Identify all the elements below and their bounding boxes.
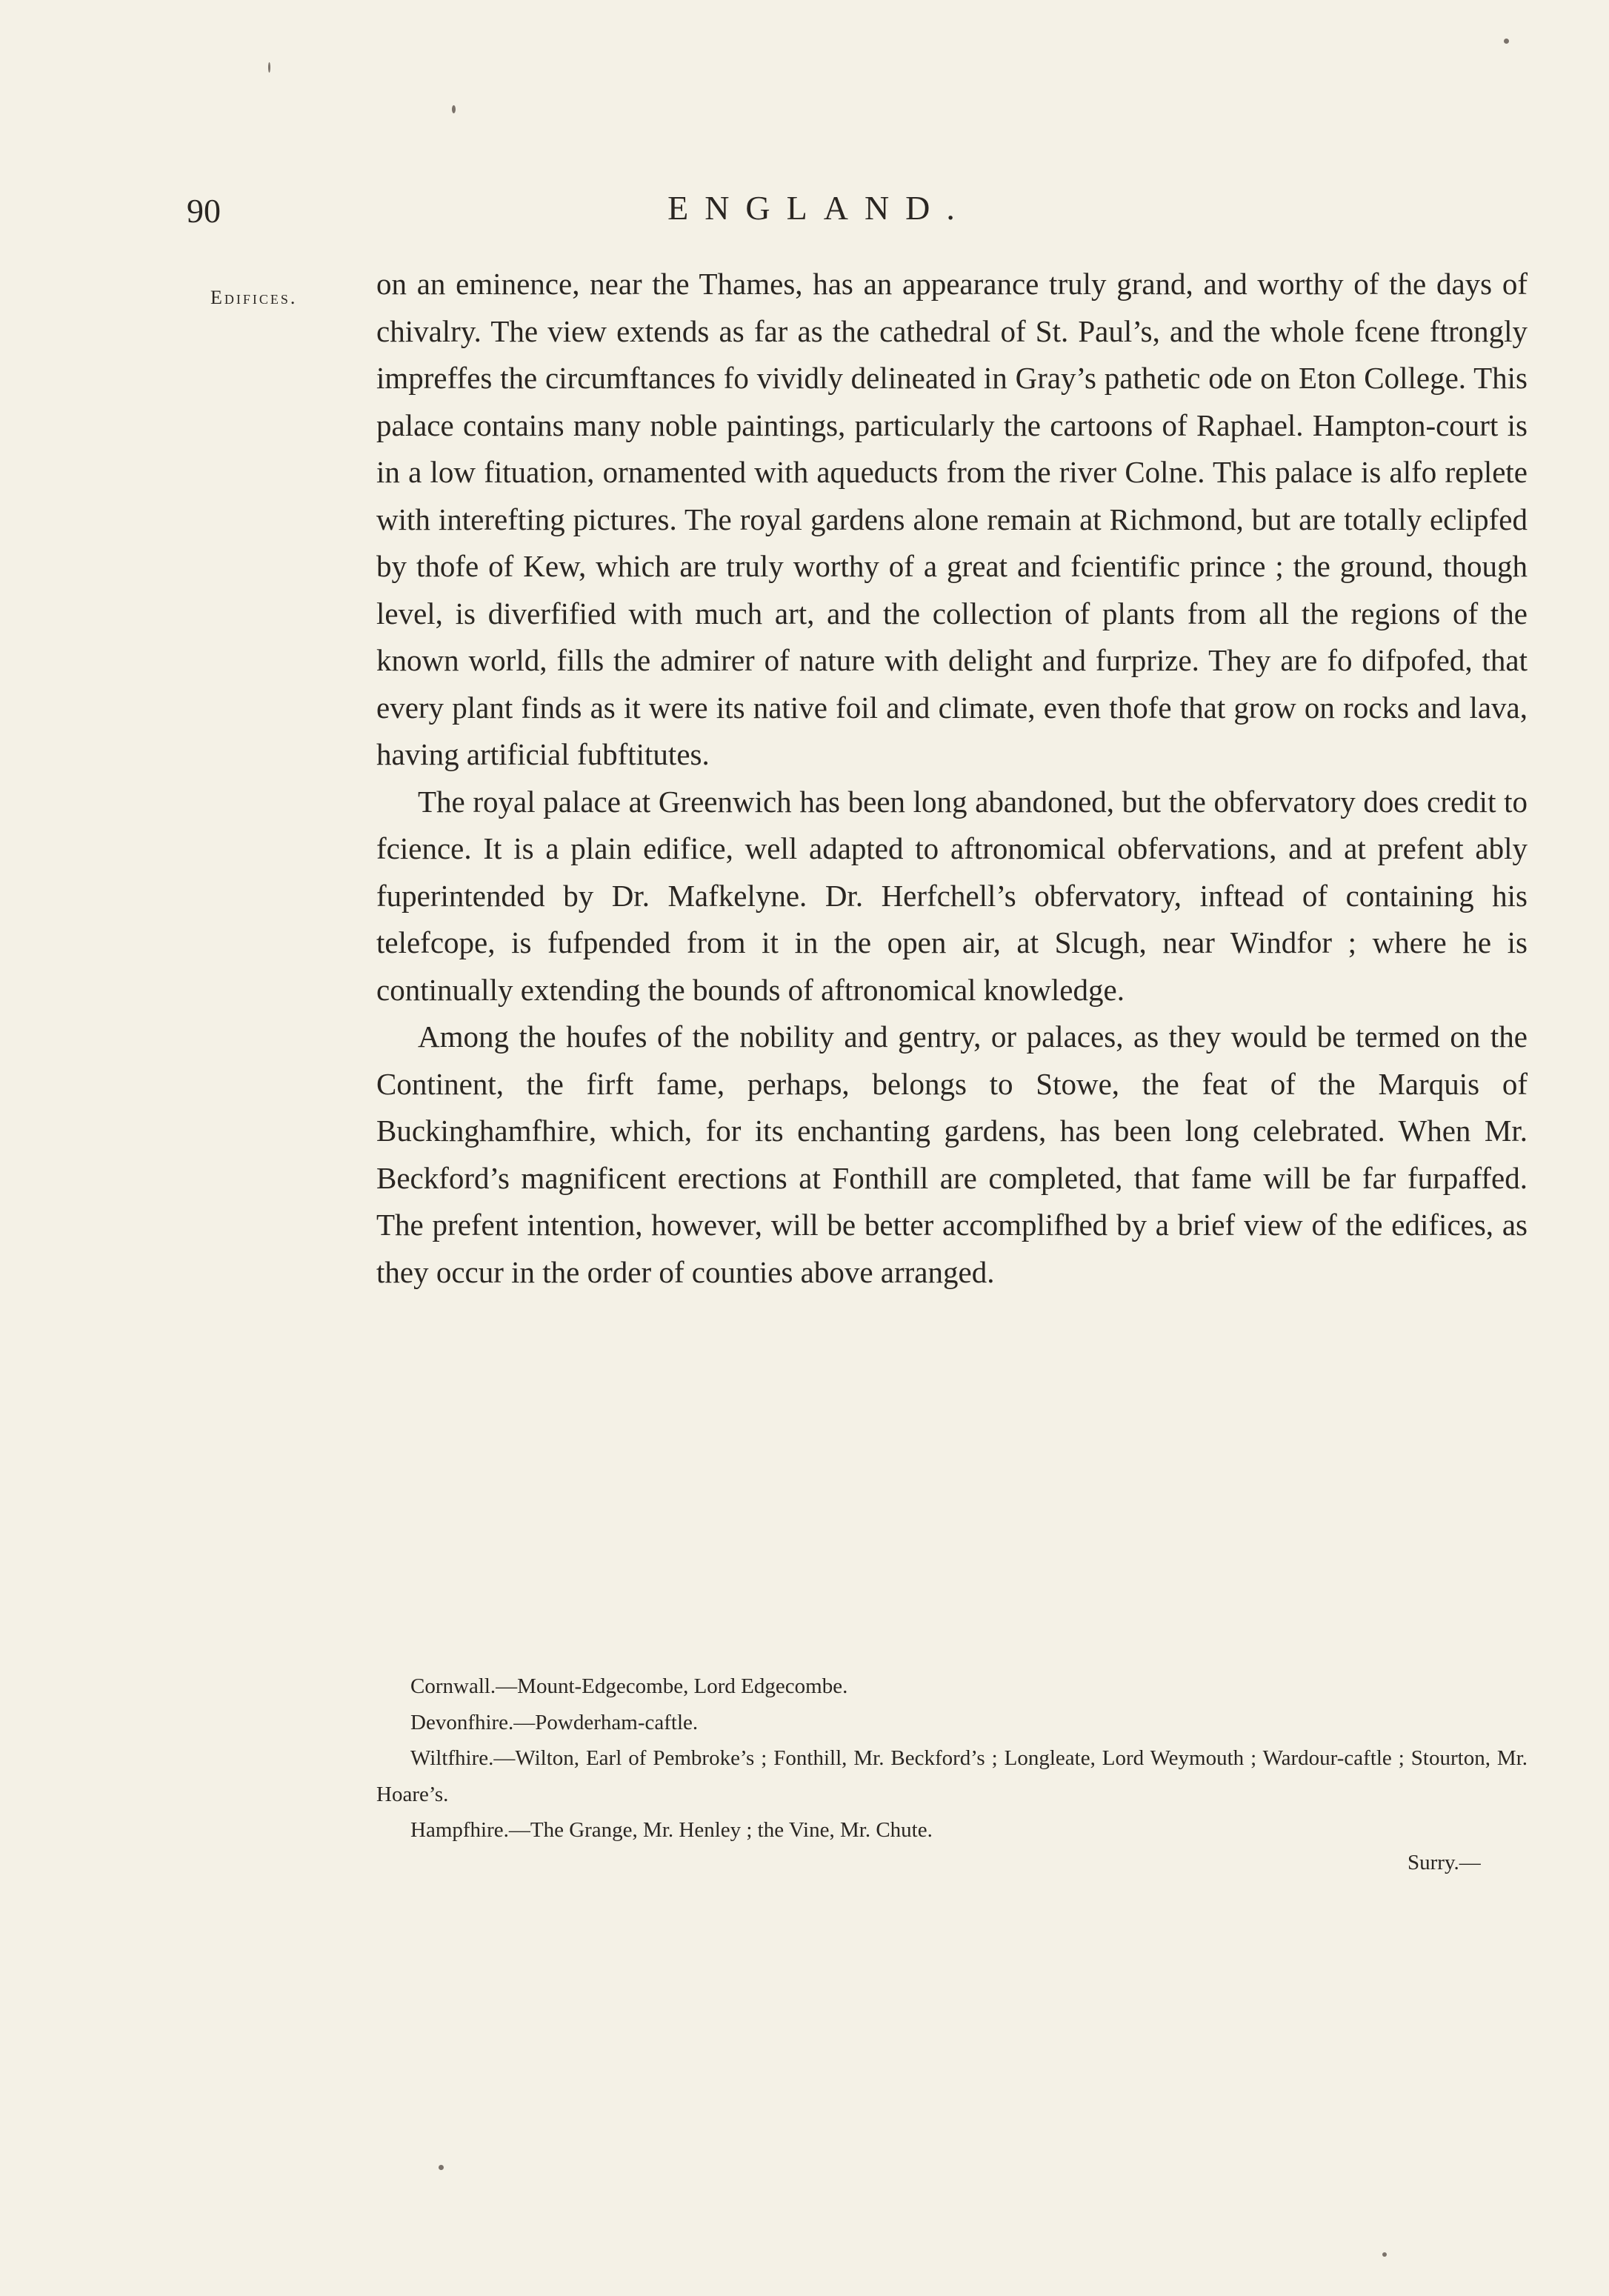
footnote: Cornwall.—Mount-Edgecombe, Lord Edgecombe. bbox=[410, 1674, 848, 1698]
paper-speck bbox=[452, 105, 456, 113]
margin-note: Edifices. bbox=[210, 287, 298, 308]
paper-speck bbox=[439, 2165, 444, 2170]
page-number: 90 bbox=[187, 192, 221, 230]
paper-speck bbox=[268, 62, 270, 73]
footnotes bbox=[376, 1668, 1528, 1849]
footnote: Wiltfhire.—Wilton, Earl of Pembroke’s ; Fonthill, Mr. Beckford’s ; Longleate, Lord Weymouth ; Wardour-caftle ; Stourton, Mr. Hoare’s. bbox=[376, 1746, 1528, 1806]
paragraph: The royal palace at Greenwich has been long abandoned, but the obfervatory does credit to fcience. It is a plain edifice, well adapted to aftronomical obfervations, and at prefent ably fuperintended by Dr. Mafkelyne. Dr. Herfchell’s obfervatory, inftead of containing his telefcope, is fufpended from it in the open air, at Slcugh, near Windfor ; where he is continually extending the bounds of aftronomical knowledge. bbox=[376, 784, 1528, 1007]
paragraph: on an eminence, near the Thames, has an appearance truly grand, and worthy of the days of chivalry. The view extends as far as the cathedral of St. Paul’s, and the whole fcene ftrongly impreffes the circumftances fo vividly delineated in Gray’s pathetic ode on Eton College. This palace contains many noble paintings, particularly the cartoons of Raphael. Hampton-court is in a low fituation, ornamented with aqueducts from the river Colne. This palace is alfo replete with interefting pictures. The royal gardens alone remain at Richmond, but are totally eclipfed by thofe of Kew, which are truly worthy of a great and fcientific prince ; the ground, though level, is diverfified with much art, and the collection of plants from all the regions of the known world, fills the admirer of nature with delight and furprize. They are fo difpofed, that every plant finds as it were its native foil and climate, even thofe that grow on rocks and lava, having artificial fubftitutes. bbox=[376, 267, 1528, 771]
body-text bbox=[376, 261, 1528, 1296]
footnote: Devonfhire.—Powderham-caftle. bbox=[410, 1710, 699, 1734]
paragraph: Among the houfes of the nobility and gentry, or palaces, as they would be termed on the Continent, the firft fame, perhaps, belongs to Stowe, the feat of the Marquis of Buckinghamfhire, which, for its enchanting gardens, has been long celebrated. When Mr. Beckford’s magnificent erections at Fonthill are completed, that fame will be far furpaffed. The prefent intention, however, will be better accomplifhed by a brief view of the edifices, as they occur in the order of counties above arranged. bbox=[376, 1019, 1528, 1289]
footnote: Hampfhire.—The Grange, Mr. Henley ; the Vine, Mr. Chute. bbox=[410, 1818, 933, 1842]
running-head: ENGLAND. bbox=[667, 189, 971, 227]
paper-speck bbox=[1504, 39, 1509, 44]
paper-speck bbox=[1382, 2252, 1387, 2257]
catchword: Surry.— bbox=[1408, 1851, 1481, 1874]
